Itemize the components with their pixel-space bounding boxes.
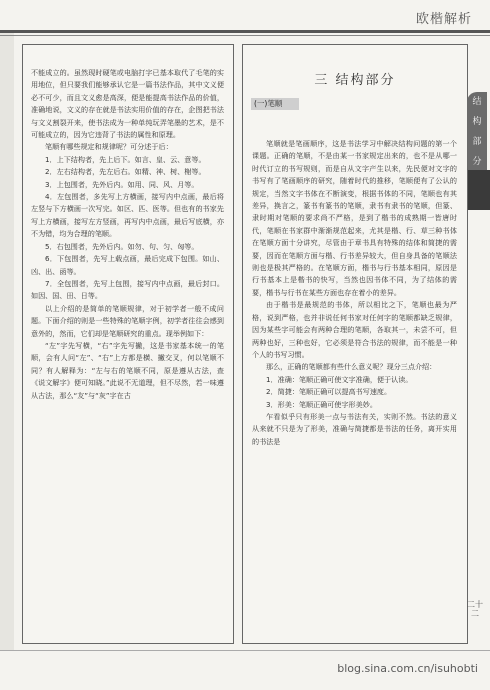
header-rule-thin bbox=[0, 35, 490, 36]
paragraph: 乍看似乎只有形美一点与书法有关，实则不然。书法的意义从来就不只是为了形美，准确与简捷都是书法的任务，离开实用的书法是 bbox=[252, 411, 457, 446]
side-tab-char: 部 bbox=[472, 137, 482, 147]
paragraph: 1．准确：笔顺正确可使文字准确，便于认读。 bbox=[266, 374, 413, 384]
left-column-text bbox=[31, 67, 224, 402]
footer-rule bbox=[0, 650, 490, 651]
side-tab-char: 构 bbox=[472, 117, 482, 127]
right-text-frame bbox=[242, 44, 468, 644]
paragraph: 7．全包围者，先写上包围，接写内中点画，最后封口。如因、国、田、日等。 bbox=[31, 278, 224, 301]
paragraph: 由于楷书是最规范的书体，所以相比之下，笔顺也最为严格，说到严格，也并非说任何书家对任何字的笔顺都缺乏规律，因为某些字可能会有两种合理的笔顺，各取其一，未尝不可，但两种也好，三种也好，它必须是符合书法的规律，而不能是一种个人的书写习惯。 bbox=[252, 300, 457, 359]
paragraph: 6．下包围者，先写上载点画，最后完成下包围。如山、凶、出、函等。 bbox=[31, 254, 224, 276]
right-column-text bbox=[252, 138, 457, 448]
paragraph: “左”字先写横，“右”字先写撇，这是书家基本统一的笔顺，会有人问“左”、“右”上方都是横、撇交叉，何以笔顺不同？有人解释为：“左与右的笔顺不同，原是遵从古法，查《说文解字》便可知晓。”此说不无道理，但不尽然，若一味遵从古法，那么“友”与“灰”字在古 bbox=[31, 340, 224, 400]
header-rule bbox=[0, 30, 490, 33]
left-text-frame bbox=[22, 44, 234, 644]
running-header-title: 欧楷解析 bbox=[415, 12, 472, 27]
chapter-side-tab bbox=[467, 92, 487, 176]
paragraph: 1．上下结构者，先上后下。如言、皇、云、意等。 bbox=[45, 154, 206, 164]
side-tab-char: 结 bbox=[472, 97, 482, 107]
paragraph: 不能成立的。虽然现时硬笔或电脑打字已基本取代了毛笔的实用地位，但只要我们能够承认它是一篇书法作品，其中文义便必不可少，而且文义愈是高深，便是能提高书法作品的价值，准确地说，文义的存在就是书法实用价值的存在，企图把书法与文义割裂开来，使书法成为一种单纯玩弄笔墨的艺术，是不可能成立的，因为它违背了书法的属性和原理。 bbox=[31, 68, 224, 140]
paragraph: 以上介绍的是简单的笔顺规律，对于初学者一般不成问题。下面介绍的则是一些特殊的笔顺字例，初学者往往会感到意外的，然而，它们却是笔顺研究的重点。现举例如下： bbox=[31, 303, 224, 338]
side-dark-strip bbox=[468, 170, 490, 210]
page-left-edge bbox=[0, 30, 14, 650]
paragraph: 2．简捷：笔顺正确可以提高书写速度。 bbox=[266, 387, 392, 397]
paragraph: 3．形美：笔顺正确可使字形美妙。 bbox=[266, 399, 377, 409]
section-title: 三 结构部分 bbox=[314, 73, 396, 88]
paragraph: 2．左右结构者，先左后右。如精、神、树、榭等。 bbox=[45, 167, 206, 177]
watermark-url: blog.sina.com.cn/isuhobti bbox=[337, 662, 478, 675]
side-tab-char: 分 bbox=[472, 157, 482, 167]
paragraph: 笔顺就是笔画顺序，这是书法学习中解决结构问题的第一个课题。正确的笔顺，不是由某一书家规定出来的，也不是从哪一时代订立的书写规则，而是自从文字产生以来，先民便对文字的书写有了笔画顺序的研究，随着时代的推移，笔顺便有了公认的规定，当然文字书体在不断演变，根据书体的不同，笔顺也有其差异，换言之，篆书有篆书的笔顺，隶书有隶书的笔顺，但篆、隶时期对笔顺的要求尚不严格，是到了楷书的成熟期一皆唐时代，笔顺在书家群中渐渐规范起来，尤其是楷、行、草三种书体在笔顺方面十分讲究，尽管由于章书具有特殊的结体和简捷的需要，因而在笔顺方面与楷、行书差异较大，但自身具备的笔顺法则也是极其严格的。在笔顺方面，楷书与行书基本相同，原因是行书基本上是楷书的快写，当然也因书体不同，为了结体的需要，楷书与行书在某些方面也存在着小的差异。 bbox=[252, 139, 457, 297]
paragraph: 5．右包围者，先外后内。如勿、句、匀、匈等。 bbox=[45, 241, 199, 251]
subsection-heading: (一)笔顺 bbox=[251, 98, 299, 110]
page-number: 二十二 bbox=[467, 600, 483, 618]
paragraph: 4．左包围者，多先写上方横画，接写内中点画，最后将左竖与下方横画一次写完。如区、匹、医等。但也有的书家先写上方横画，接写左方竖画，再写内中点画，最后写底横，亦不为错，均为合理的笔顺。 bbox=[31, 192, 224, 239]
paragraph: 3．上包围者，先外后内。如用、同、风、月等。 bbox=[45, 179, 199, 189]
paragraph: 那么，正确的笔顺都有些什么意义呢？现分三点介绍： bbox=[266, 362, 437, 372]
paragraph: 笔顺有哪些规定和规律呢？可分述于后： bbox=[45, 142, 173, 152]
